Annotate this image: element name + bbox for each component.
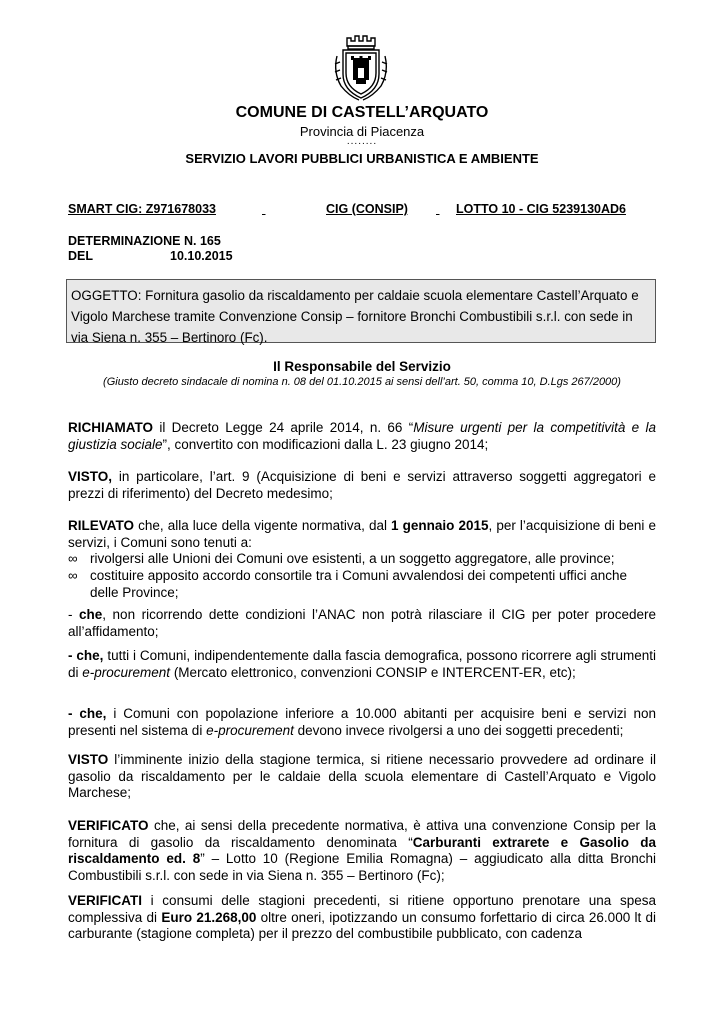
provincia-label: Provincia di Piacenza	[299, 124, 425, 139]
che-paragraph-1: - che, non ricorrendo dette condizioni l’ANAC non potrà rilasciare il CIG per poter procedere all’affidamento;	[68, 607, 656, 639]
responsabile-subtitle: (Giusto decreto sindacale di nomina n. 08 del 01.10.2015 ai sensi dell’art. 50, comma 10, D.Lgs 267/2000)	[103, 376, 621, 388]
determinazione-del-label: DEL	[68, 249, 93, 263]
visto-paragraph: VISTO, in particolare, l’art. 9 (Acquisizione di beni e servizi attraverso soggetti aggregatori e prezzi di riferimento) del Decreto medesimo;	[68, 469, 656, 501]
verificati-paragraph: VERIFICATI i consumi delle stagioni precedenti, si ritiene opportuno prenotare una spesa complessiva di Euro 21.268,00 oltre oneri, ipotizzando un consumo forfettario di circa 26.000 lt di carburante (stagione completa) per il prezzo del combustibile pubblicato, con cadenza	[68, 893, 656, 941]
infinity-bullet-icon: ∞	[68, 568, 78, 583]
che-paragraph-2: - che, tutti i Comuni, indipendentemente dalla fascia demografica, possono ricorrere agli strumenti di e-procurement (Mercato elettronico, convenzioni CONSIP e INTERCENT-ER, etc);	[68, 648, 656, 680]
responsabile-title: Il Responsabile del Servizio	[273, 359, 451, 374]
servizio-title: SERVIZIO LAVORI PUBBLICI URBANISTICA E AMBIENTE	[185, 151, 539, 166]
richiamato-keyword: RICHIAMATO	[68, 420, 153, 435]
underline-gap	[262, 202, 322, 216]
lotto-cig: LOTTO 10 - CIG 5239130AD6	[456, 202, 626, 216]
underline-gap-2	[436, 202, 456, 216]
rilevato-keyword: RILEVATO	[68, 518, 135, 533]
richiamato-paragraph: RICHIAMATO il Decreto Legge 24 aprile 2014, n. 66 “Misure urgenti per la competitività e la giustizia sociale”, convertito con modificazioni dalla L. 23 giugno 2014;	[68, 420, 656, 452]
municipal-crest-icon	[331, 26, 391, 102]
rilevato-paragraph: RILEVATO che, alla luce della vigente normativa, dal 1 gennaio 2015, per l’acquisizione di beni e servizi, i Comuni sono tenuti a:	[68, 518, 656, 550]
cig-consip: CIG (CONSIP)	[326, 202, 408, 216]
header-separator: ........	[346, 136, 378, 147]
smart-cig: SMART CIG: Z971678033	[68, 202, 216, 216]
verificato-paragraph: VERIFICATO che, ai sensi della precedente normativa, è attiva una convenzione Consip per la fornitura di gasolio da riscaldamento denominata “Carburanti extrarete e Gasolio da riscaldamento ed. 8” – Lotto 10 (Regione Emilia Romagna) – aggiudicato alla ditta Bronchi Combustibili s.r.l. con sede in via Siena n. 355 – Bertinoro (Fc);	[68, 818, 657, 883]
infinity-bullet-icon: ∞	[68, 551, 78, 566]
list-item: ∞ costituire apposito accordo consortile tra i Comuni avvalendosi dei competenti uffici anche delle Province;	[68, 568, 628, 600]
che-paragraph-3: - che, i Comuni con popolazione inferiore a 10.000 abitanti per acquisire beni e servizi non presenti nel sistema di e-procurement devono invece rivolgersi a uno dei soggetti precedenti;	[68, 706, 657, 738]
visto-keyword: VISTO,	[68, 469, 113, 484]
oggetto-box: OGGETTO: Fornitura gasolio da riscaldamento per caldaie scuola elementare Castell’Arquato e Vigolo Marchese tramite Convenzione Consip – fornitore Bronchi Combustibili s.r.l. con sede in via Siena n. 355 – Bertinoro (Fc).	[66, 279, 656, 343]
list-item: ∞ rivolgersi alle Unioni dei Comuni ove esistenti, a un soggetto aggregatore, alle province;	[68, 551, 615, 566]
visto-stagione-paragraph: VISTO l’imminente inizio della stagione termica, si ritiene necessario provvedere ad ordinare il gasolio da riscaldamento per le caldaie della scuola elementare di Castell’Arquato e Vigolo Marchese;	[68, 752, 656, 800]
determinazione-date: 10.10.2015	[170, 249, 233, 263]
comune-title: COMUNE DI CASTELL’ARQUATO	[235, 104, 489, 121]
determinazione-number: DETERMINAZIONE N. 165	[68, 234, 221, 248]
